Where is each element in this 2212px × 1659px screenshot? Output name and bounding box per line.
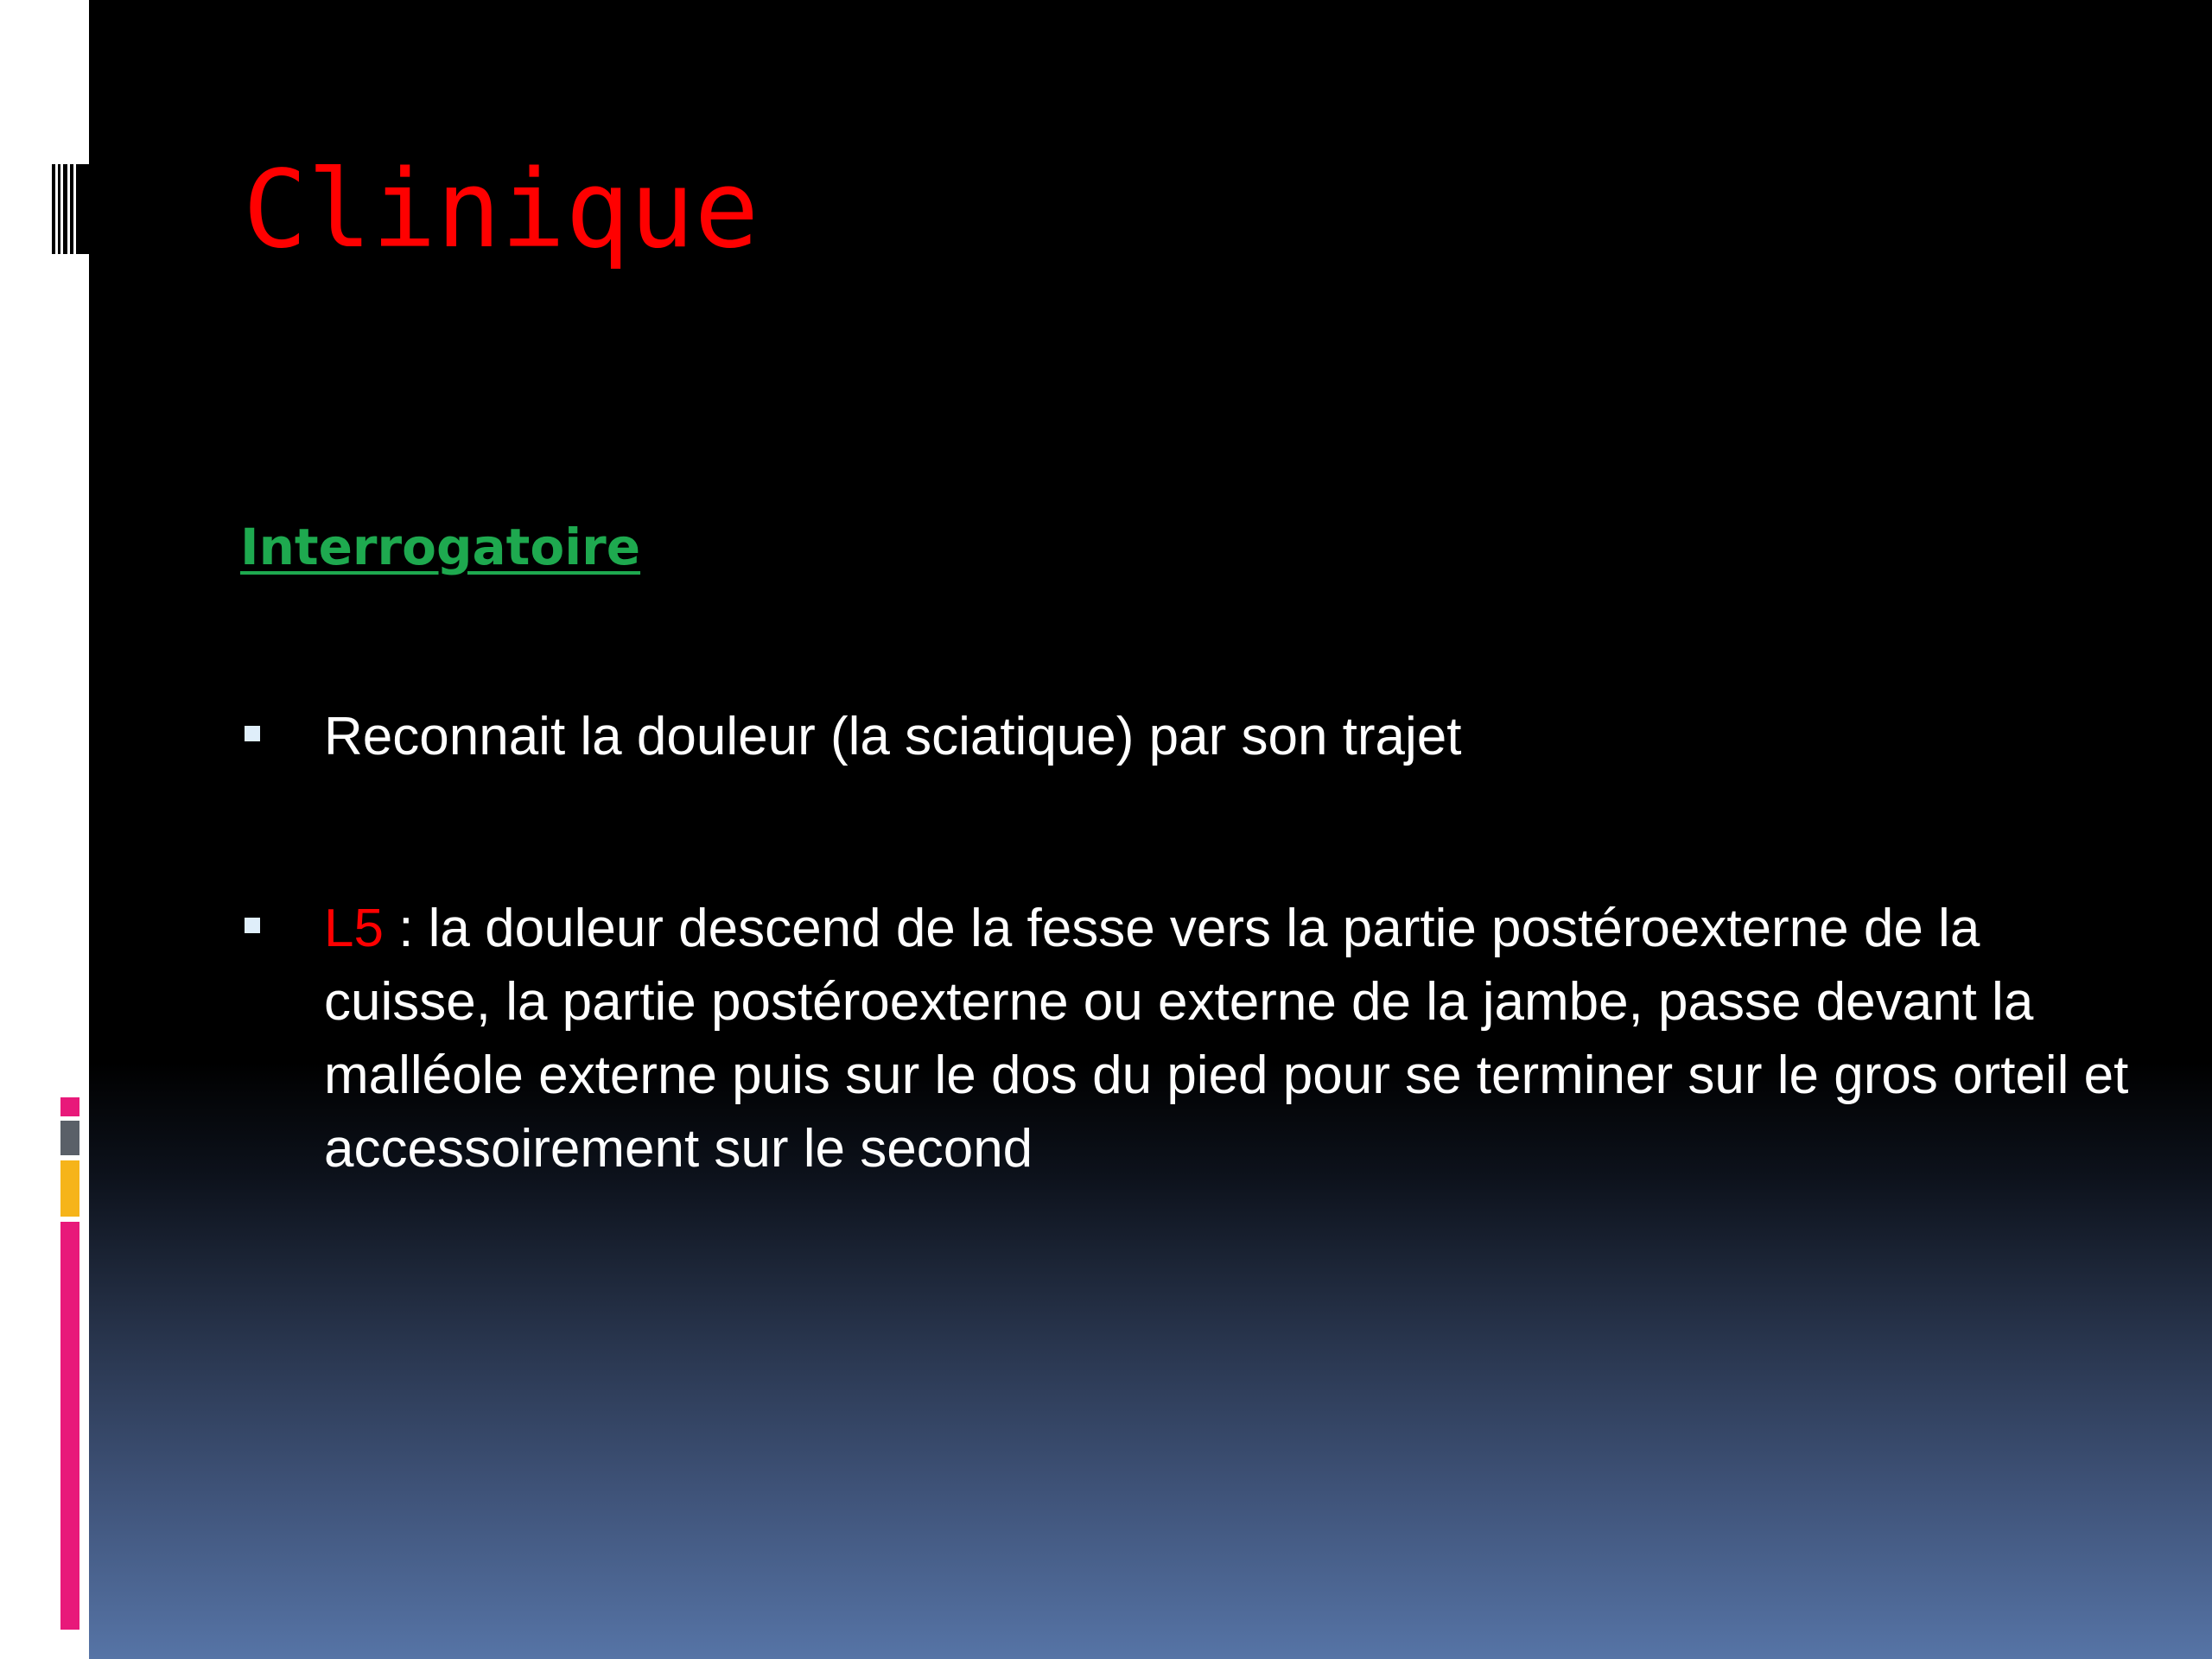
root-label: L5 bbox=[324, 899, 384, 958]
square-bullet-icon bbox=[245, 918, 260, 933]
slide-content bbox=[89, 0, 2212, 1659]
bullet-item-l5 bbox=[245, 892, 2145, 1185]
bullet-item-trajet bbox=[245, 700, 2145, 773]
bullet-text: Reconnait la douleur (la sciatique) par son trajet bbox=[324, 707, 1462, 766]
square-bullet-icon bbox=[245, 726, 260, 741]
side-strip bbox=[0, 0, 89, 1659]
accent-bar-gray bbox=[60, 1121, 79, 1155]
bullet-text-wrapper bbox=[324, 892, 2145, 1185]
accent-bar-gold bbox=[60, 1160, 79, 1217]
accent-bar-pink bbox=[60, 1222, 79, 1630]
bullet-text: : la douleur descend de la fesse vers la partie postéroexterne de la cuisse, la partie postéroexterne ou externe de la jambe, passe devant la malléole externe puis sur le dos du pied pour se terminer sur le gros orteil et accessoirement sur le second bbox=[324, 899, 2129, 1179]
section-heading: Interrogatoire bbox=[240, 518, 641, 576]
accent-bar-pink-top bbox=[60, 1097, 79, 1116]
slide-title: Clinique bbox=[243, 148, 760, 272]
decorative-vertical-lines bbox=[52, 164, 89, 254]
